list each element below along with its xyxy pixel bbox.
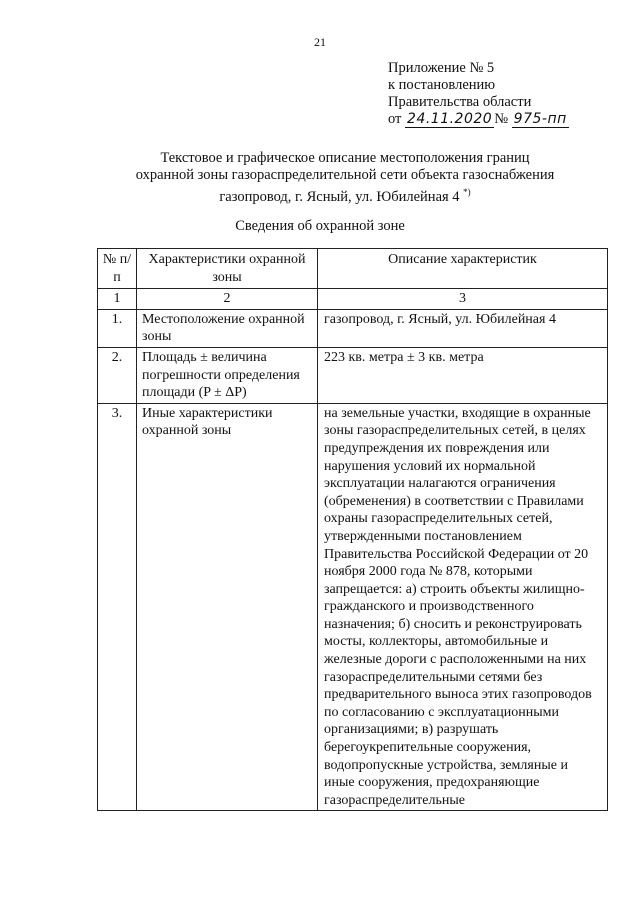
handwritten-number: 975-пп: [513, 111, 567, 127]
index-cell-2: 2: [137, 289, 318, 310]
page-number: 21: [314, 35, 326, 49]
appendix-line-3: Правительства области: [388, 94, 532, 110]
handwritten-date: 24.11.2020: [407, 111, 493, 127]
zone-table: [97, 248, 608, 811]
appendix-line-2: к постановлению: [388, 77, 496, 93]
title-line-1: Текстовое и графическое описание местоположения границ: [160, 150, 530, 166]
row-number: 3.: [98, 403, 137, 811]
number-label: №: [494, 111, 509, 127]
title-line-2: охранной зоны газораспределительной сети объекта газоснабжения: [135, 167, 555, 183]
title-line-3: газопровод, г. Ясный, ул. Юбилейная 4: [219, 188, 460, 205]
appendix-block: [388, 60, 569, 128]
table-index-row: [98, 289, 608, 310]
index-cell-3: 3: [318, 289, 608, 310]
section-subtitle: Сведения об охранной зоне: [235, 218, 405, 234]
header-characteristic: Характеристики охранной зоны: [137, 249, 318, 289]
table-header-row: [98, 249, 608, 289]
row-number: 2.: [98, 347, 137, 403]
row-description: газопровод, г. Ясный, ул. Юбилейная 4: [318, 309, 608, 347]
appendix-date-line: [388, 111, 569, 128]
table-row: [98, 347, 608, 403]
row-number: 1.: [98, 309, 137, 347]
from-label: от: [388, 111, 402, 127]
row-characteristic: Местоположение охранной зоны: [137, 309, 318, 347]
row-description: на земельные участки, входящие в охранные зоны газораспределительных сетей, в целях предупреждения их повреждения или нарушения условий их нормальной эксплуатации налагаются ограничения (обременения) в соответствии с Правилами охраны газораспределительных сетей, утвержденными постановлением Правительства Российской Федерации от 20 ноября 2000 года № 878, которыми запрещается: а) строить объекты жилищно-гражданского и производственного назначения; б) сносить и реконструировать мосты, коллекторы, автомобильные и железные дороги с расположенными на них газораспределительными сетями без предварительного выноса этих газопроводов по согласованию с эксплуатационными организациями; в) разрушать берегоукрепительные сооружения, водопропускные устройства, земляные и иные сооружения, предохраняющие газораспределительные: [318, 403, 608, 811]
row-description: 223 кв. метра ± 3 кв. метра: [318, 347, 608, 403]
row-characteristic: Площадь ± величина погрешности определения площади (P ± ΔP): [137, 347, 318, 403]
row-characteristic: Иные характеристики охранной зоны: [137, 403, 318, 811]
document-title: [40, 150, 640, 206]
table-row: [98, 309, 608, 347]
table-row: [98, 403, 608, 811]
title-line-3-wrap: [40, 184, 640, 206]
index-cell-1: 1: [98, 289, 137, 310]
footnote-mark: *): [463, 187, 471, 197]
appendix-line-1: Приложение № 5: [388, 60, 495, 76]
header-num: № п/п: [98, 249, 137, 289]
header-description: Описание характеристик: [318, 249, 608, 289]
